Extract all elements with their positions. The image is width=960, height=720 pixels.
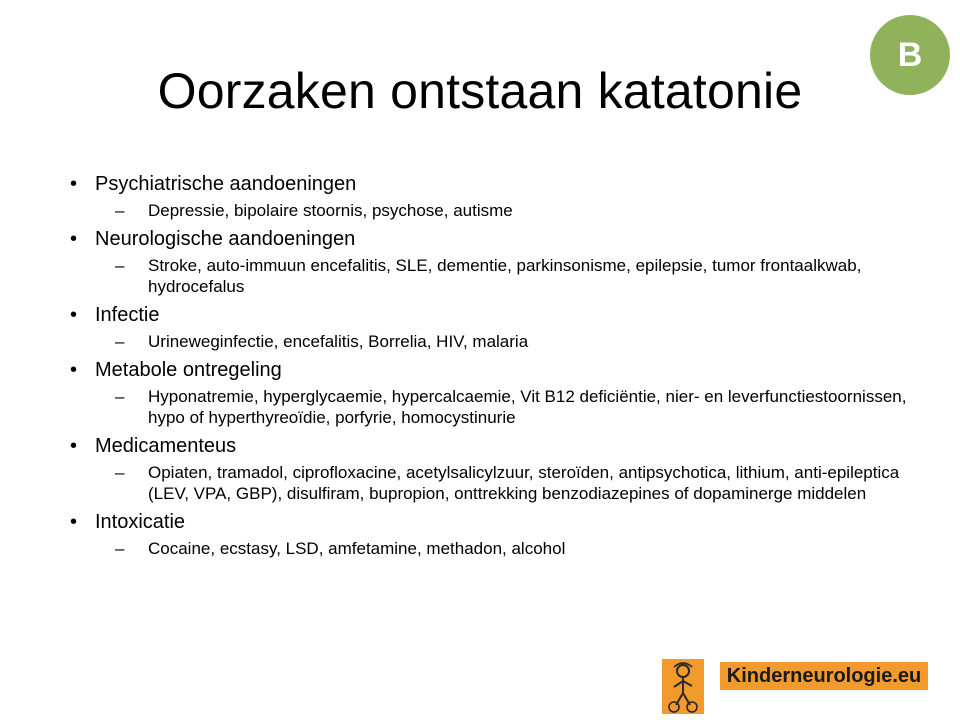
dash-icon: –	[115, 201, 125, 220]
sub-list	[95, 331, 930, 352]
sub-list	[95, 255, 930, 297]
dash-icon: –	[115, 256, 125, 275]
sub-item	[105, 200, 930, 221]
list-item	[70, 170, 930, 221]
list-item	[70, 508, 930, 559]
sub-item-text: Cocaine, ecstasy, LSD, amfetamine, methadon, alcohol	[148, 539, 566, 558]
sub-list	[95, 538, 930, 559]
sub-item-text: Hyponatremie, hyperglycaemie, hypercalcaemie, Vit B12 deficiëntie, nier- en leverfunctiestoornissen, hypo of hyperthyreoïdie, porfyrie, homocystinurie	[148, 387, 907, 427]
list-item	[70, 301, 930, 352]
dash-icon: –	[115, 387, 125, 406]
list-item	[70, 225, 930, 297]
list-item	[70, 432, 930, 504]
item-heading: Intoxicatie	[95, 511, 186, 533]
site-logo[interactable]	[662, 659, 932, 714]
sub-list	[95, 386, 930, 428]
bullet-icon: •	[70, 511, 78, 533]
child-figure-icon	[662, 659, 704, 714]
item-heading: Infectie	[95, 304, 160, 326]
sub-item	[105, 386, 930, 428]
sub-item	[105, 538, 930, 559]
item-heading: Neurologische aandoeningen	[95, 228, 356, 250]
bullet-icon: •	[70, 359, 78, 381]
sub-list	[95, 200, 930, 221]
section-badge: B	[870, 15, 950, 95]
list-item	[70, 356, 930, 428]
sub-item-text: Urineweginfectie, encefalitis, Borrelia, HIV, malaria	[148, 332, 529, 351]
sub-list	[95, 462, 930, 504]
sub-item	[105, 331, 930, 352]
bullet-list	[70, 170, 930, 559]
item-heading: Medicamenteus	[95, 435, 237, 457]
sub-item-text: Stroke, auto-immuun encefalitis, SLE, dementie, parkinsonisme, epilepsie, tumor frontaalkwab, hydrocefalus	[148, 256, 862, 296]
dash-icon: –	[115, 463, 125, 482]
bullet-icon: •	[70, 435, 78, 457]
item-heading: Metabole ontregeling	[95, 359, 282, 381]
bullet-icon: •	[70, 304, 78, 326]
item-heading: Psychiatrische aandoeningen	[95, 173, 357, 195]
sub-item	[105, 462, 930, 504]
bullet-icon: •	[70, 173, 78, 195]
sub-item-text: Opiaten, tramadol, ciprofloxacine, acetylsalicylzuur, steroïden, antipsychotica, lithium, anti-epileptica (LEV, VPA, GBP), disulfiram, bupropion, onttrekking benzodiazepines of dopaminerge middelen	[148, 463, 900, 503]
dash-icon: –	[115, 332, 125, 351]
slide-title: Oorzaken ontstaan katatonie	[157, 63, 803, 119]
sub-item	[105, 255, 930, 297]
sub-item-text: Depressie, bipolaire stoornis, psychose, autisme	[148, 201, 513, 220]
logo-text[interactable]: Kinderneurologie.eu	[720, 662, 928, 690]
child-figure-svg	[662, 659, 704, 714]
dash-icon: –	[115, 539, 125, 558]
bullet-icon: •	[70, 228, 78, 250]
